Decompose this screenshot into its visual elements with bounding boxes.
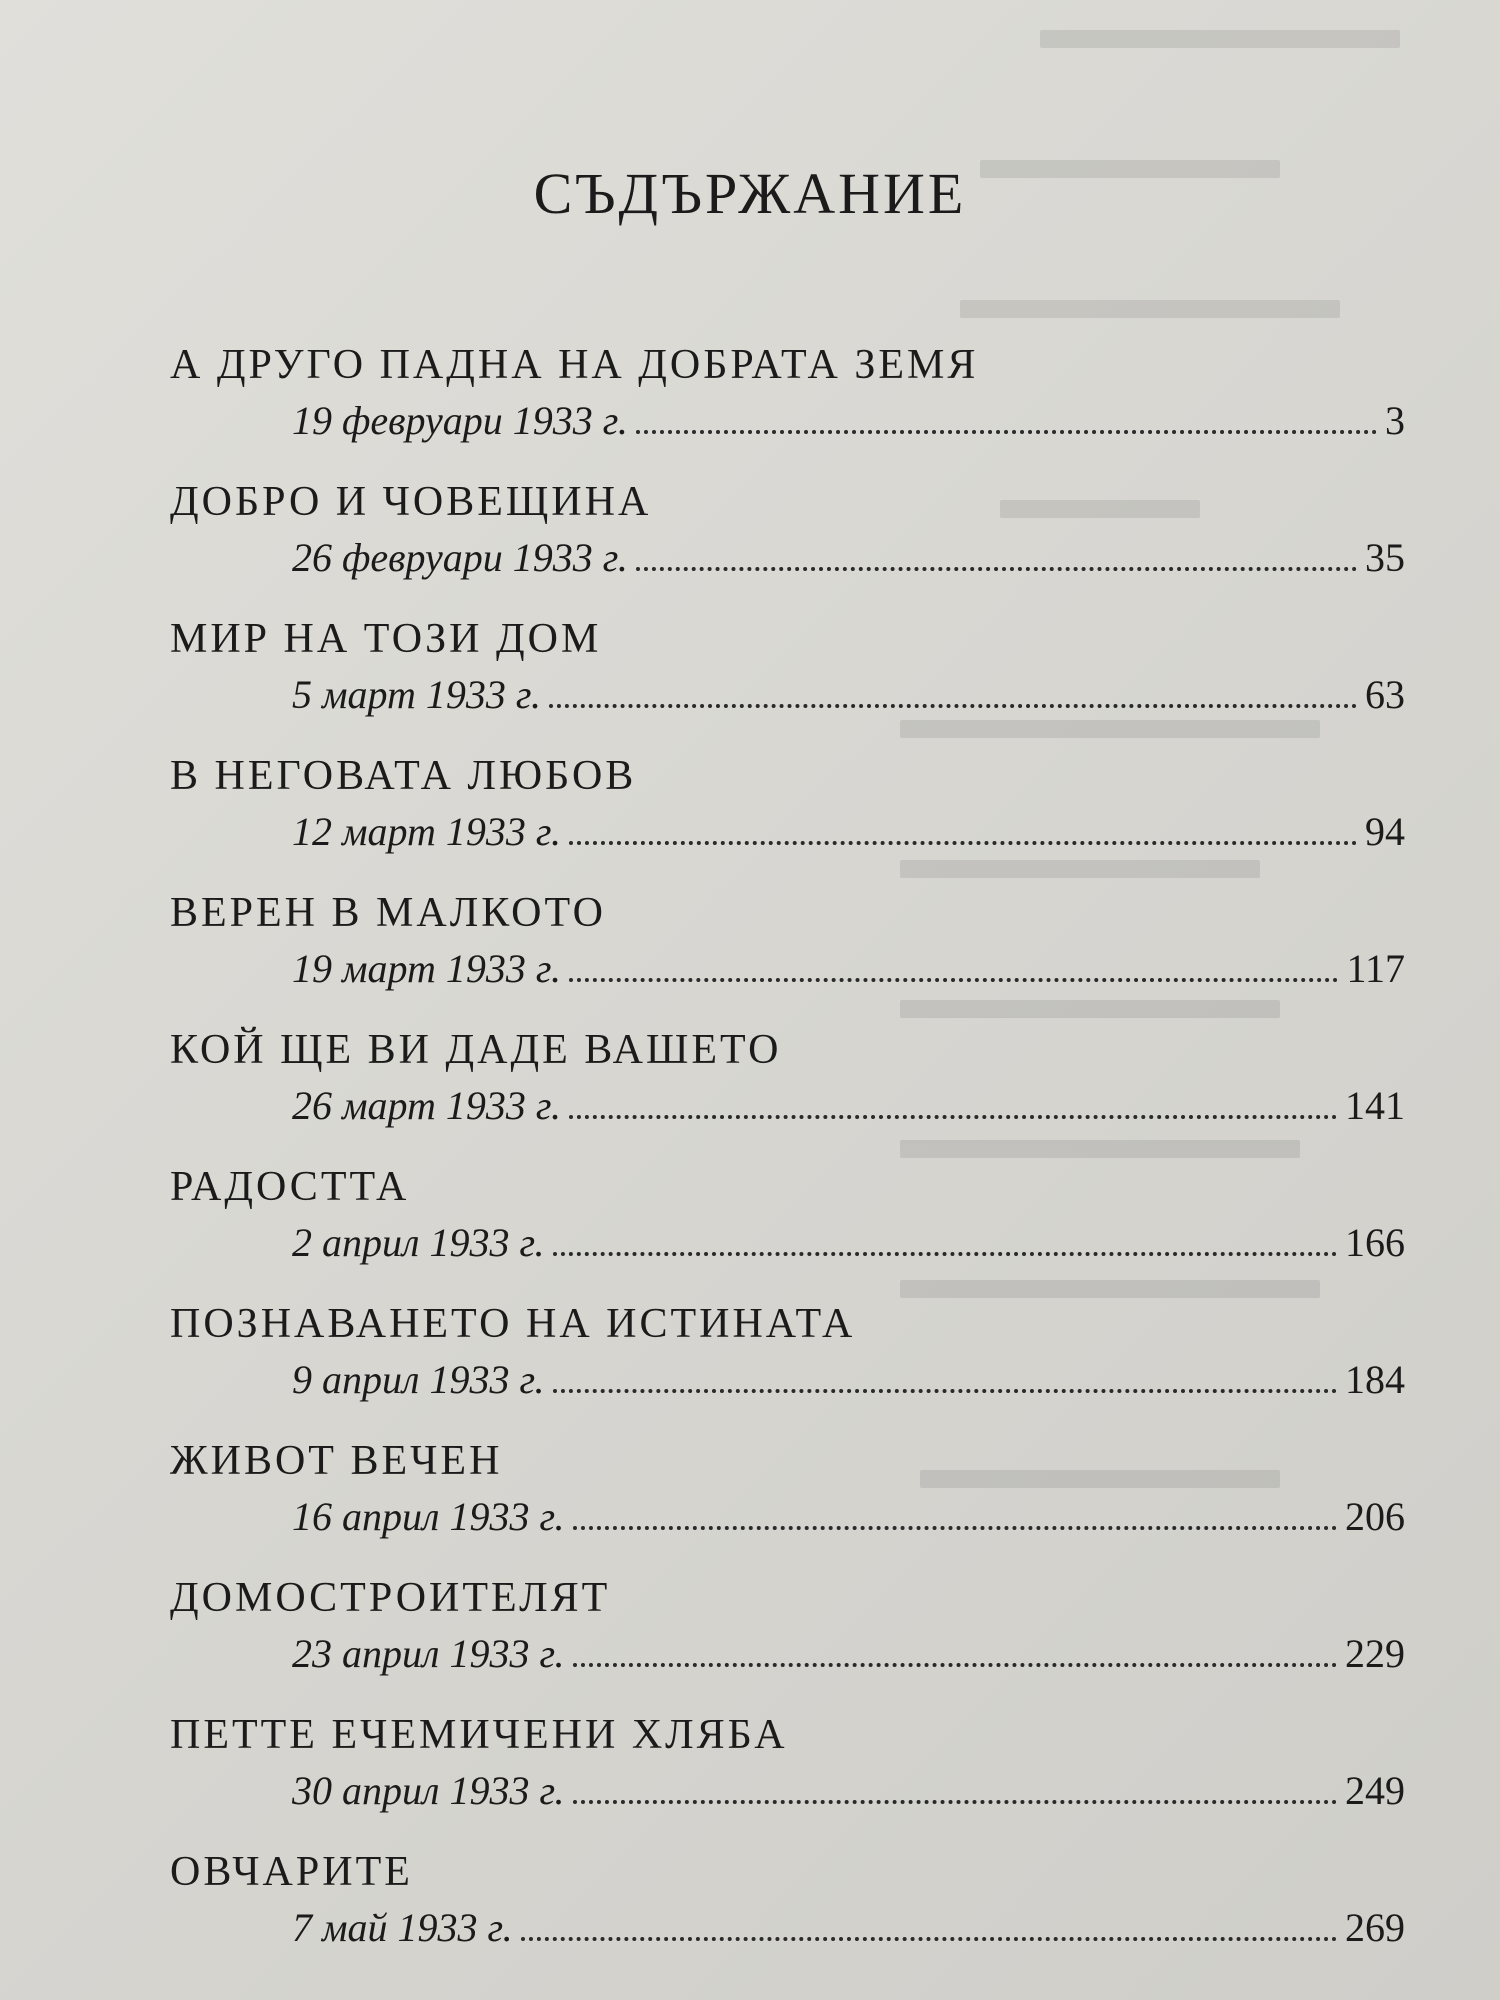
chapter-title: ДОБРО И ЧОВЕЩИНА <box>170 479 652 525</box>
chapter-date: 7 май 1933 г. <box>292 1905 513 1950</box>
toc-entry <box>170 340 1405 477</box>
chapter-title: ДОМОСТРОИТЕЛЯТ <box>170 1575 611 1621</box>
page-number: 94 <box>1365 809 1405 854</box>
chapter-date: 12 март 1933 г. <box>292 809 561 854</box>
toc-entry <box>170 751 1405 888</box>
chapter-date: 16 април 1933 г. <box>292 1494 565 1539</box>
toc-entry <box>170 1025 1405 1162</box>
page-number: 141 <box>1345 1083 1405 1128</box>
page-number: 184 <box>1345 1357 1405 1402</box>
chapter-line <box>292 1218 1405 1268</box>
chapter-title: А ДРУГО ПАДНА НА ДОБРАТА ЗЕМЯ <box>170 342 979 388</box>
dot-leader <box>636 567 1357 571</box>
page-number: 35 <box>1365 535 1405 580</box>
toc-entry <box>170 1162 1405 1299</box>
dot-leader <box>549 704 1357 708</box>
chapter-title: МИР НА ТОЗИ ДОМ <box>170 616 602 662</box>
dot-leader <box>573 1800 1337 1804</box>
page-number: 166 <box>1345 1220 1405 1265</box>
toc-entry <box>170 614 1405 751</box>
chapter-line <box>292 1355 1405 1405</box>
toc-entry <box>170 477 1405 614</box>
dot-leader <box>573 1526 1337 1530</box>
chapter-title: ЖИВОТ ВЕЧЕН <box>170 1438 503 1484</box>
chapter-line <box>292 1081 1405 1131</box>
dot-leader <box>573 1663 1337 1667</box>
toc-entry <box>170 1299 1405 1436</box>
dot-leader <box>553 1389 1337 1393</box>
chapter-title: ПОЗНАВАНЕТО НА ИСТИНАТА <box>170 1301 856 1347</box>
chapter-line <box>292 670 1405 720</box>
page-title: СЪДЪРЖАНИЕ <box>533 161 967 226</box>
toc-entry <box>170 888 1405 1025</box>
dot-leader <box>521 1937 1337 1941</box>
chapter-line <box>292 1629 1405 1679</box>
chapter-date: 5 март 1933 г. <box>292 672 541 717</box>
page-number: 229 <box>1345 1631 1405 1676</box>
chapter-date: 9 април 1933 г. <box>292 1357 545 1402</box>
chapter-date: 26 март 1933 г. <box>292 1083 561 1128</box>
page-number: 249 <box>1345 1768 1405 1813</box>
table-of-contents <box>170 340 1405 1984</box>
toc-entry <box>170 1573 1405 1710</box>
dot-leader <box>569 841 1357 845</box>
toc-entry <box>170 1847 1405 1984</box>
page-number: 3 <box>1385 398 1405 443</box>
chapter-date: 2 април 1933 г. <box>292 1220 545 1265</box>
toc-entry <box>170 1710 1405 1847</box>
chapter-line <box>292 1492 1405 1542</box>
toc-entry <box>170 1436 1405 1573</box>
chapter-title: ОВЧАРИТЕ <box>170 1849 413 1895</box>
chapter-line <box>292 1903 1405 1953</box>
chapter-title: ПЕТТЕ ЕЧЕМИЧЕНИ ХЛЯБА <box>170 1712 788 1758</box>
chapter-line <box>292 807 1405 857</box>
chapter-date: 19 февруари 1933 г. <box>292 398 628 443</box>
dot-leader <box>636 430 1377 434</box>
page-number: 63 <box>1365 672 1405 717</box>
chapter-title: ВЕРЕН В МАЛКОТО <box>170 890 606 936</box>
chapter-line <box>292 533 1405 583</box>
chapter-line <box>292 944 1405 994</box>
dot-leader <box>569 978 1339 982</box>
chapter-date: 30 април 1933 г. <box>292 1768 565 1813</box>
chapter-date: 23 април 1933 г. <box>292 1631 565 1676</box>
chapter-line <box>292 1766 1405 1816</box>
chapter-date: 26 февруари 1933 г. <box>292 535 628 580</box>
chapter-title: В НЕГОВАТА ЛЮБОВ <box>170 753 637 799</box>
chapter-line <box>292 396 1405 446</box>
page-number: 269 <box>1345 1905 1405 1950</box>
page-number: 206 <box>1345 1494 1405 1539</box>
dot-leader <box>569 1115 1337 1119</box>
page-number: 117 <box>1346 946 1405 991</box>
chapter-title: РАДОСТТА <box>170 1164 410 1210</box>
dot-leader <box>553 1252 1337 1256</box>
chapter-title: КОЙ ЩЕ ВИ ДАДЕ ВАШЕТО <box>170 1027 782 1073</box>
chapter-date: 19 март 1933 г. <box>292 946 561 991</box>
